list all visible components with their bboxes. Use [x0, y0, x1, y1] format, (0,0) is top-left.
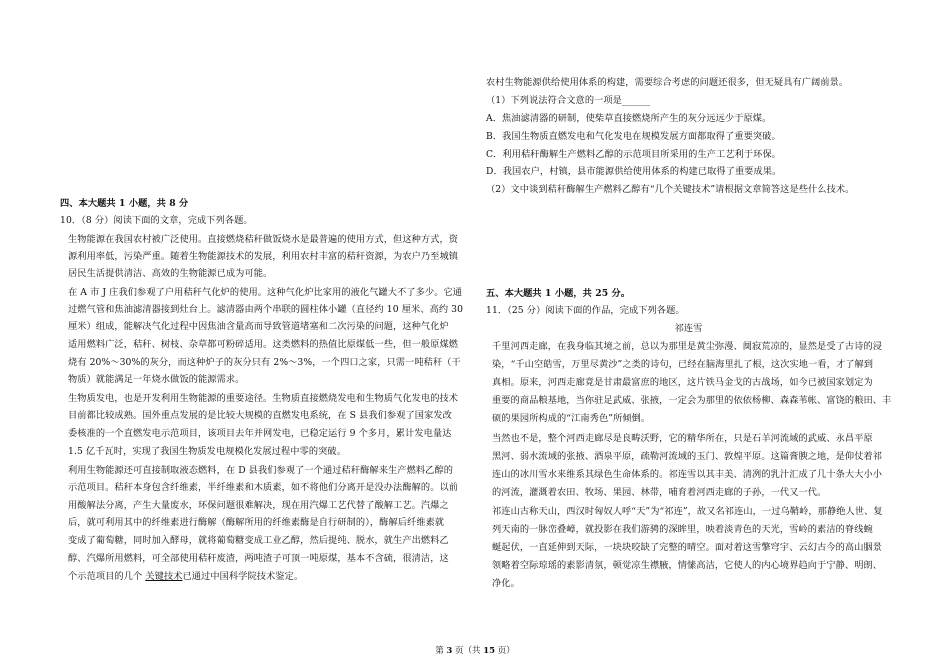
question-10-prompt: 10．（8 分）阅读下面的文章，完成下列各题。 — [60, 215, 253, 226]
essay-line: 千里河西走廊，在我身临其境之前，总以为那里是黄尘弥漫、阒寂荒凉的，显然是受了古诗的浸 — [492, 341, 883, 352]
essay-line: 黑河、弱水流域的张掖、酒泉平原，疏勒河流域的玉门、敦煌平原。这篇膏腴之地，是仰仗着祁 — [492, 451, 883, 462]
article-line: 用酸解法分离，产生大量废水，环保问题很难解决，现在用汽爆工艺代替了酸解工艺。汽爆之 — [68, 500, 449, 511]
page-footer — [0, 644, 950, 656]
article-line: 利用生物能源还可直接制取液态燃料，在 D 县我们参观了一个通过秸秆酶解来生产燃料乙醇的 — [68, 465, 454, 476]
article-line: 生物能源在我国农村被广泛使用。直接燃烧秸秆做饭烧水是最普遍的使用方式，但这种方式，资 — [68, 234, 459, 245]
option-b: B．我国生物质直燃发电和气化发电在规模发展方面都取得了重要突破。 — [486, 131, 781, 142]
option-a: A．焦油滤清器的研制，使柴草直接燃烧所产生的灰分远远少于原煤。 — [486, 113, 772, 124]
article-line: 过燃气管和焦油滤清器接到灶台上。滤清器由两个串联的圆柱体小罐（直径约 10 厘米、高约 30 — [68, 304, 464, 315]
footer-page-number: 3 — [446, 646, 453, 656]
article-line: 委核准的一个直燃发电示范项目，该项目去年并网发电，已稳定运行 9 个多月，累计发电量达 — [68, 428, 452, 439]
essay-line: 真相。原来，河西走廊竟是甘肃最富庶的地区，这片铁马金戈的古战场，如今已被国家划定为 — [492, 377, 873, 388]
essay-line: 重要的商品粮基地，当你驻足武威、张掖，一定会为那里的依依杨柳、森森苇帐、富饶的粮田、丰 — [492, 395, 892, 406]
section-heading-5: 五、本大题共 1 小题，共 25 分。 — [486, 288, 631, 299]
article-line: 居民生活提供清洁、高效的生物能源已成为可能。 — [68, 268, 273, 279]
option-d: D．我国农户，村镇，县市能源供给使用体系的构建已取得了重要成果。 — [486, 166, 782, 177]
option-c: C．利用秸秆酶解生产燃料乙醇的示范项目所采用的生产工艺利于环保。 — [486, 149, 782, 160]
essay-line: 祁连山古称天山，西汉时匈奴人呼“天”为“祁连”，故又名祁连山，一过乌鞘岭，那静绝人世、复 — [492, 506, 883, 517]
article-conclusion: 农村生物能源供给使用体系的构建，需要综合考虑的问题还很多，但无疑具有广阔前景。 — [486, 77, 849, 88]
article-line: 目前都比较成熟。国外重点发展的是比较大规模的直燃发电系统，在 S 县我们参观了国家发改 — [68, 410, 452, 421]
article-line: 源利用率低，污染严重。随着生物能源技术的发展，利用农村丰富的秸秆资源，为农户乃至城镇 — [68, 251, 459, 262]
essay-line: 的河流，灌溉着农田、牧场、果园、林带，哺育着河西走廊的子孙，一代又一代。 — [492, 487, 827, 498]
question-10-2: （2）文中谈到秸秆酶解生产燃料乙醇有“几个关键技术”请根据文章简答这是些什么技术。 — [486, 184, 855, 195]
essay-line: 领略着空际琼瑶的素影清氛，顿觉凉生襟腋，情愫高洁，它使人的内心境界趋向于宁静、明朗、 — [492, 560, 883, 571]
footer-suffix: 页） — [495, 646, 515, 656]
essay-title: 祁连雪 — [674, 323, 703, 334]
footer-prefix: 第 — [435, 646, 447, 656]
essay-line: 蜒起伏，一直延伸到天际，一块块咬缺了完整的晴空。面对着这雪擎穹宇、云幻古今的高山胭景 — [492, 542, 883, 553]
article-line: 后，就可利用其中的纤维素进行酶解（酶解所用的纤维素酶是自行研制的），酶解后纤维素就 — [68, 517, 445, 528]
footer-total-pages: 15 — [483, 646, 496, 656]
article-line: 烧有 20%～30%的灰分，而这种炉子的灰分只有 2%～3%，一个四口之家，只需一吨秸秆（干 — [68, 357, 461, 368]
article-line: 在 A 市 J 庄我们参观了户用秸秆气化炉的使用。这种气化炉比家用的液化气罐大不了多少。它通 — [68, 287, 463, 298]
section-heading-4: 四、本大题共 1 小题，共 8 分 — [60, 198, 189, 209]
article-line: 变成了葡萄糖，同时加入酵母，就将葡萄糖变成工业乙醇，然后提纯、脱水，就生产出燃料乙 — [68, 535, 449, 546]
footer-middle: 页（共 — [452, 646, 484, 656]
article-line: 1.5 亿千瓦时，实现了我国生物质发电规模化发展过程中零的突破。 — [68, 446, 346, 457]
question-11-prompt: 11．（25 分）阅读下面的作品，完成下列各题。 — [486, 305, 685, 316]
article-line-tail: 已通过中国科学院技术鉴定。 — [182, 571, 304, 582]
article-line: 适用燃料广泛，秸秆、树枝、杂草都可粉碎适用。这类燃料的热值比原煤低一些，但一般原煤燃 — [68, 339, 459, 350]
key-technology-term: 关键技术 — [145, 571, 183, 582]
essay-line: 染，“千山空皓雪，万里尽黄沙”之类的诗句，已经在脑海里扎了根，这次实地一看，才了解到 — [492, 359, 874, 370]
essay-line: 净化。 — [492, 578, 520, 589]
article-line: 醇、汽爆所用燃料，可全部使用秸秆废渣，两吨渣子可顶一吨原煤，基本不含硫，很清洁，这 — [68, 553, 449, 564]
essay-line: 硕的果园所构成的“江南秀色”所倾倒。 — [492, 413, 651, 424]
article-line: 厘米）组成，能解决气化过程中因焦油含量高而导致管道堵塞和二次污染的问题，这种气化炉 — [68, 321, 449, 332]
essay-line: 连山的冰川雪水来维系其绿色生命体系的。祁连雪以其丰美、清冽的乳汁汇成了几十条大大小小 — [492, 469, 883, 480]
article-line: 生物质发电，也是开发利用生物能源的重要途径。生物质直接燃烧发电和生物质气化发电的技术 — [68, 393, 459, 404]
essay-line: 列天南的一脉峦叠嶂，就投影在我们游骋的深眸里，映着淡青色的天光，雪岭的素洁的脊线蜿 — [492, 524, 873, 535]
article-line: 个示范项目的几个 — [68, 571, 146, 582]
article-line: 示范项目。秸秆本身包含纤维素，半纤维素和木质素，如不将他们分离开是没办法酶解的。以前 — [68, 482, 459, 493]
article-line: 物质）就能满足一年烧水做饭的能源需求。 — [68, 374, 245, 385]
question-10-1: （1）下列说法符合文意的一项是______ — [486, 95, 651, 106]
essay-line: 当然也不是，整个河西走廊尽是良畴沃野，它的精华所在，只是石羊河流域的武威、永昌平原 — [492, 433, 873, 444]
article-last-line — [68, 571, 303, 583]
